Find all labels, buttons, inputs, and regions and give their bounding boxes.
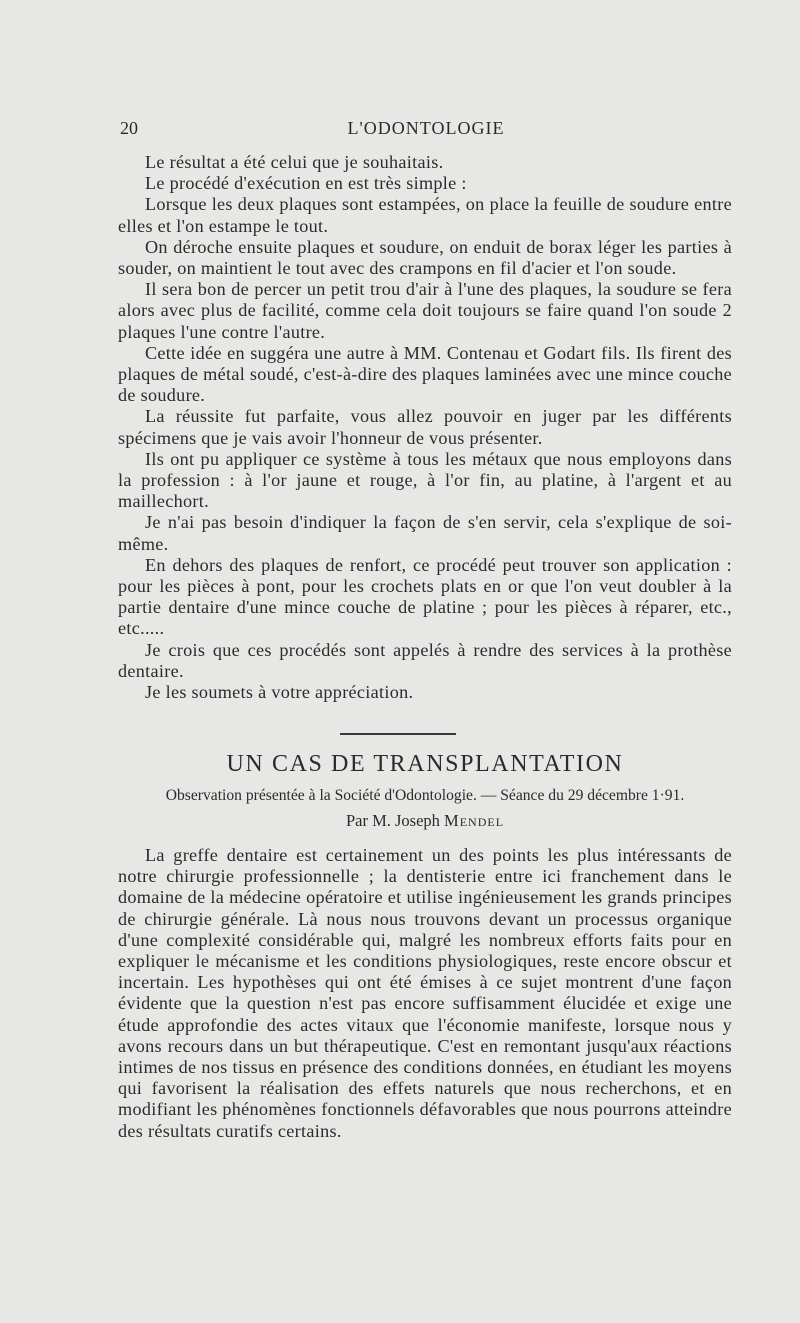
paragraph: Lorsque les deux plaques sont estampées, on place la feuille de soudure entre elles et l'on estampe le tout.	[118, 194, 732, 236]
paragraph: La réussite fut parfaite, vous allez pouvoir en juger par les différents spécimens que je vais avoir l'honneur de vous présenter.	[118, 406, 732, 448]
section-divider	[340, 733, 456, 735]
observation-note: Observation présentée à la Société d'Odontologie. — Séance du 29 décembre 1·91.	[165, 787, 685, 804]
paragraph: Cette idée en suggéra une autre à MM. Contenau et Godart fils. Ils firent des plaques de métal soudé, c'est-à-dire des plaques laminées avec une mince couche de soudure.	[118, 342, 732, 406]
section1-body	[118, 152, 732, 703]
author-name: Mendel	[444, 811, 505, 830]
paragraph: La greffe dentaire est certainement un des points les plus intéressants de notre chirurgie professionnelle ; la dentisterie entre ici franchement dans le domaine de la médecine opératoire et utilise ingénieusement les grands principes de chirurgie générale. Là nous nous trouvons devant un processus organique d'une complexité considérable qui, malgré les nombreux efforts faits pour en expliquer le mécanisme et les conditions physiologiques, reste encore obscur et incertain. Les hypothèses qui ont été émises à ce sujet montrent d'une façon évidente que la question n'est pas encore suffisamment élucidée et exige une étude approfondie des actes vitaux que l'économie manifeste, lorsque nous y avons recours dans un but thérapeutique. C'est en remontant jusqu'aux réactions intimes de nos tissus en présence des conditions données, en étudiant les moyens qui favorisent la réalisation des effets naturels que nous recherchons, et en modifiant les phénomènes fonctionnels défavorables que nous pourrons atteindre des résultats curatifs certains.	[118, 845, 732, 1141]
paragraph: En dehors des plaques de renfort, ce procédé peut trouver son application : pour les pièces à pont, pour les crochets plats en or que l'on veut doubler à la partie dentaire d'une mince couche de platine ; pour les pièces à réparer, etc., etc.....	[118, 554, 732, 639]
section2-body	[118, 845, 732, 1142]
page-number: 20	[120, 118, 138, 138]
article-title: UN CAS DE TRANSPLANTATION	[226, 751, 624, 777]
running-header	[120, 118, 732, 140]
paragraph: Le procédé d'exécution en est très simple :	[145, 173, 467, 194]
paragraph: Le résultat a été celui que je souhaitais.	[145, 152, 444, 172]
author-line	[118, 811, 732, 831]
running-title: L'ODONTOLOGIE	[347, 118, 505, 138]
paragraph: Je crois que ces procédés sont appelés à rendre des services à la prothèse dentaire.	[118, 639, 732, 681]
paragraph: Je n'ai pas besoin d'indiquer la façon de s'en servir, cela s'explique de soi-même.	[118, 512, 732, 554]
paragraph: Il sera bon de percer un petit trou d'air à l'une des plaques, la soudure se fera alors avec plus de facilité, comme cela doit toujours se faire quand l'on soude 2 plaques l'une contre l'autre.	[118, 279, 732, 342]
paragraph: Ils ont pu appliquer ce système à tous les métaux que nous employons dans la profession : à l'or jaune et rouge, à l'or fin, au platine, à l'argent et au maillechort.	[118, 448, 732, 512]
author-prefix: Par M. Joseph	[345, 811, 440, 830]
paragraph: On déroche ensuite plaques et soudure, on enduit de borax léger les parties à souder, on maintient le tout avec des crampons en fil d'acier et l'on soude.	[118, 236, 732, 279]
paragraph: Je les soumets à votre appréciation.	[145, 682, 414, 703]
